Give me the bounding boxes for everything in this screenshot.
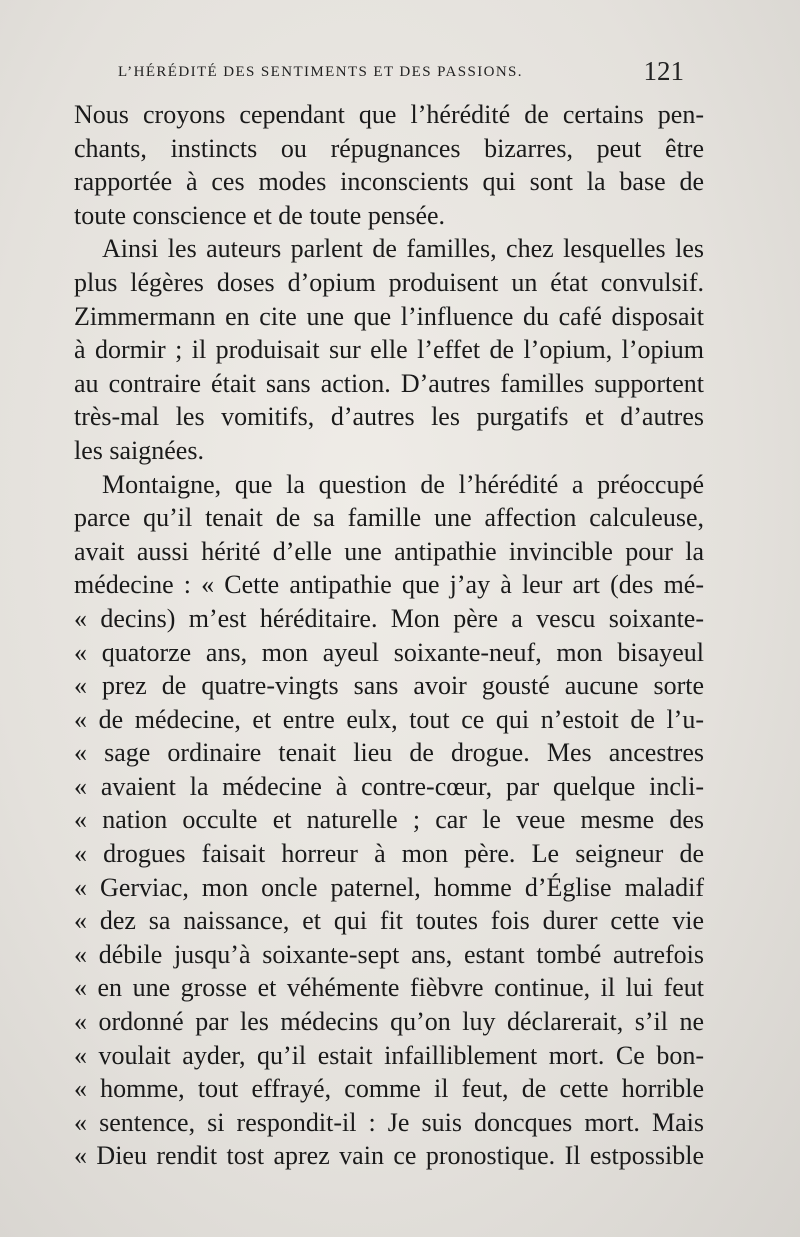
text-line: Nous croyons cependant que l’hérédité de certains pen-	[74, 100, 704, 129]
text-line: « drogues faisait horreur à mon père. Le seigneur de	[74, 839, 704, 869]
text-line: « dez sa naissance, et qui fit toutes fois durer cette vie	[74, 906, 704, 936]
text-line: « voulait ayder, qu’il estait infailliblement mort. Ce bon-	[74, 1040, 704, 1070]
running-title: L’HÉRÉDITÉ DES SENTIMENTS ET DES PASSIONS.	[118, 64, 523, 80]
text-line: « ordonné par les médecins qu’on luy déclarerait, s’il ne	[74, 1007, 704, 1037]
page-number: 121	[643, 56, 684, 86]
text-line: « Dieu rendit tost aprez vain ce pronostique. Il estpossible	[74, 1141, 704, 1171]
text-line: médecine : « Cette antipathie que j’ay à leur art (des mé-	[74, 570, 704, 600]
text-line: « Gerviac, mon oncle paternel, homme d’Église maladif	[74, 872, 704, 902]
text-line: « decins) m’est héréditaire. Mon père a vescu soixante-	[74, 603, 704, 633]
text-line: Montaigne, que la question de l’hérédité a préoccupé	[102, 469, 704, 499]
page-header	[118, 58, 698, 90]
text-line: « quatorze ans, mon ayeul soixante-neuf, mon bisayeul	[74, 637, 704, 667]
text-line: parce qu’il tenait de sa famille une affection calculeuse,	[74, 503, 704, 533]
text-line: plus légères doses d’opium produisent un état convulsif.	[74, 267, 704, 297]
text-line: avait aussi hérité d’elle une antipathie invincible pour la	[74, 536, 704, 566]
text-line: Ainsi les auteurs parlent de familles, chez lesquelles les	[102, 234, 704, 264]
text-line: « homme, tout effrayé, comme il feut, de cette horrible	[74, 1074, 704, 1104]
text-line: « en une grosse et véhémente fièbvre continue, il lui feut	[74, 973, 704, 1003]
text-line: toute conscience et de toute pensée.	[74, 200, 446, 230]
text-line: à dormir ; il produisait sur elle l’effet de l’opium, l’opium	[74, 335, 704, 365]
body-text	[74, 98, 704, 1173]
text-line: « débile jusqu’à soixante-sept ans, estant tombé autrefois	[74, 939, 704, 969]
text-line: les saignées.	[74, 435, 204, 465]
text-line: Zimmermann en cite une que l’influence du café disposait	[74, 301, 704, 331]
text-line: « avaient la médecine à contre-cœur, par quelque incli-	[74, 771, 704, 801]
text-line: « prez de quatre-vingts sans avoir gousté aucune sorte	[74, 671, 704, 701]
text-line: très-mal les vomitifs, d’autres les purgatifs et d’autres	[74, 402, 704, 432]
text-line: « sentence, si respondit-il : Je suis doncques mort. Mais	[74, 1107, 704, 1137]
text-line: rapportée à ces modes inconscients qui sont la base de	[74, 167, 704, 197]
text-line: chants, instincts ou répugnances bizarres, peut être	[74, 133, 704, 163]
text-line: « sage ordinaire tenait lieu de drogue. Mes ancestres	[74, 738, 704, 768]
text-line: au contraire était sans action. D’autres familles supportent	[74, 368, 704, 398]
text-line: « de médecine, et entre eulx, tout ce qui n’estoit de l’u-	[74, 704, 704, 734]
text-line: « nation occulte et naturelle ; car le veue mesme des	[74, 805, 704, 835]
